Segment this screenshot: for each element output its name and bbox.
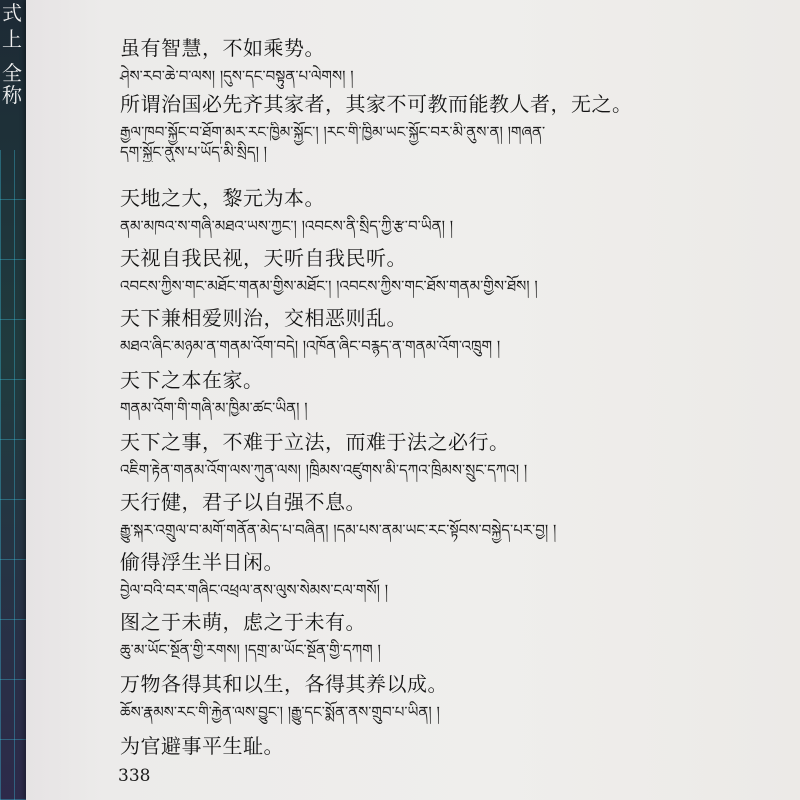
entry-11-chinese: 万物各得其和以生，各得其养以成。 <box>120 672 448 696</box>
page-number: 338 <box>118 766 151 786</box>
entry-11-tibetan: ཆོས་རྣམས་རང་གི་རྐྱེན་ལས་བྱུང་། །རྒྱུ་དང་སྨོན་ནས་གྲུབ་པ་ཡིན། ། <box>120 703 440 721</box>
edge-char-4: 称 <box>2 83 22 107</box>
entry-12-chinese: 为官避事平生耻。 <box>120 734 284 758</box>
edge-char-1: 式 <box>2 1 22 25</box>
entry-7-chinese: 天下之事，不难于立法，而难于法之必行。 <box>120 430 510 454</box>
entry-4-chinese: 天视自我民视，天听自我民听。 <box>120 246 407 270</box>
entry-9-tibetan: བྱེལ་བའི་བར་གཞིང་འཕྲལ་ནས་ལུས་སེམས་ངལ་གསོ། ། <box>120 581 389 599</box>
entry-3-tibetan: ནམ་མཁའ་ས་གཞི་མཐའ་ཡས་ཀྱང་། །འབངས་ནི་སྲིད་ཀྱི་རྩ་བ་ཡིན། ། <box>120 217 454 235</box>
entry-1-tibetan: ཤེས་རབ་ཆེ་བ་ལས། །དུས་དང་བསྟུན་པ་ལེགས། ། <box>120 67 354 85</box>
entry-4-tibetan: འབངས་ཀྱིས་གང་མཐོང་གནམ་གྱིས་མཐོང་། །འབངས་ཀྱིས་གང་ཐོས་གནམ་གྱིས་ཐོས། ། <box>120 277 538 295</box>
entry-7-tibetan: འཇིག་རྟེན་གནམ་འོག་ལས་ཀུན་ལས། །ཁྲིམས་འཛུགས་མི་དཀའ་ཁྲིམས་སྲུང་དཀའ། ། <box>120 461 528 479</box>
entry-2-tibetan: རྒྱལ་ཁབ་སྐྱོང་བ་ཐོག་མར་རང་ཁྱིམ་སྐྱོང་། །རང་གི་ཁྱིམ་ཡང་སྐྱོང་བར་མི་ནུས་ན། །གཞན་ དག་སྐྱོང་ནུས་པ་ཡོད་མི་སྲིད། ། <box>120 123 546 161</box>
entry-2-chinese: 所谓治国必先齐其家者，其家不可教而能教人者，无之。 <box>120 92 633 116</box>
entry-10-chinese: 图之于未萌，虑之于未有。 <box>120 610 366 634</box>
entry-5-tibetan: མཐའ་ཞིང་མཉམ་ན་གནམ་འོག་བདེ། །འཁོན་ཞིང་བརྙད་ན་གནམ་འོག་འཁྲུག ། <box>120 337 501 355</box>
entry-9-chinese: 偷得浮生半日闲。 <box>120 550 284 574</box>
entry-6-tibetan: གནམ་འོག་གི་གཞི་མ་ཁྱིམ་ཚང་ཡིན། ། <box>120 399 308 417</box>
entry-8-chinese: 天行健，君子以自强不息。 <box>120 490 366 514</box>
book-page <box>26 0 800 800</box>
entry-1-chinese: 虽有智慧，不如乘势。 <box>120 36 325 60</box>
edge-char-3: 全 <box>2 61 22 85</box>
entry-3-chinese: 天地之大，黎元为本。 <box>120 186 325 210</box>
entry-6-chinese: 天下之本在家。 <box>120 368 264 392</box>
entry-5-chinese: 天下兼相爱则治，交相恶则乱。 <box>120 306 407 330</box>
entry-10-tibetan: ཆུ་མ་ཡོང་སྔོན་གྱི་རགས། །དགྲ་མ་ཡོང་སྔོན་གྱི་དཀག ། <box>120 641 381 659</box>
edge-char-2: 上 <box>2 27 22 51</box>
entry-8-tibetan: རྒྱུ་སྐར་འགྲུལ་བ་མགོ་གནོན་མེད་པ་བཞིན། །དམ་པས་ནམ་ཡང་རང་སྟོབས་བསྐྱེད་པར་བྱ། ། <box>120 521 557 539</box>
